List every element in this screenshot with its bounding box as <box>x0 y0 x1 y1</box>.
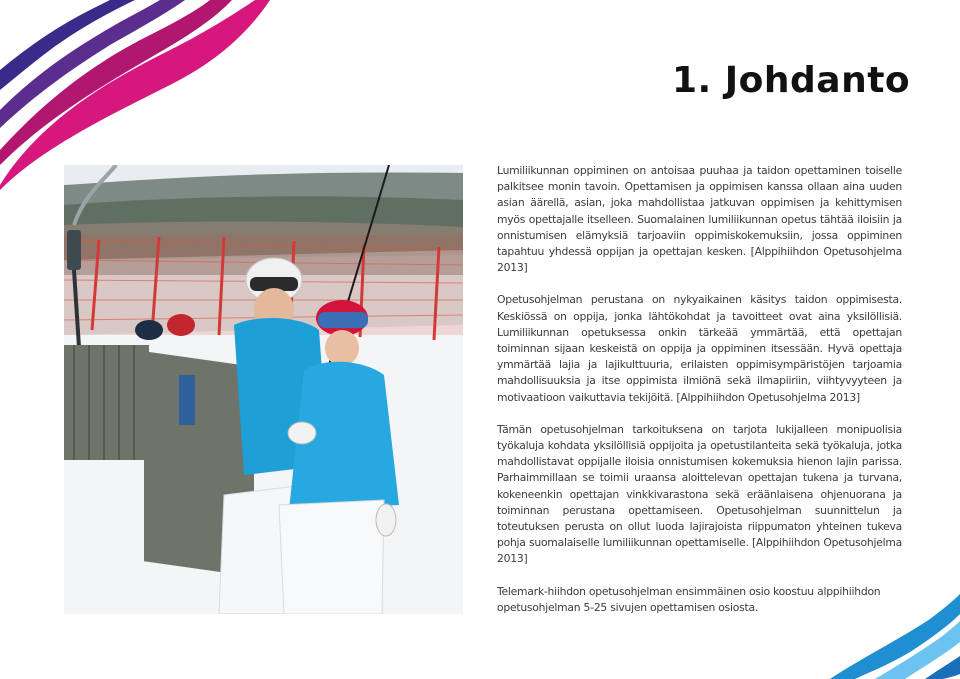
paragraph-4: Telemark-hiihdon opetusohjelman ensimmäinen osio koostuu alppihiihdon opetusohjelman 5-25 sivujen opettamisen osiosta. <box>497 584 881 614</box>
page-title: 1. Johdanto <box>672 60 911 101</box>
paragraph-1: Lumiliikunnan oppiminen on antoisaa puuhaa ja taidon opettaminen toiselle palkitsee monin tavoin. Opettamisen ja oppimisen kanssa ollaan aina uuden asian äärellä, asian, joka mahdollistaa jatkuvan oppimisen ja kehittymisen myös opettajalle itselleen. Suomalainen lumiliikunnan opetus tähtää iloisiin ja onnistumisen elämyksiä tarjoaviin oppimiskokemuksiin, jossa oppiminen tapahtuu yhdessä oppijan ja opettajan kesken. [Alppihiihdon Opetusohjelma 2013] <box>497 164 902 275</box>
ski-instructors-photo <box>64 165 463 614</box>
paragraph-2: Opetusohjelman perustana on nykyaikainen käsitys taidon oppimisesta. Keskiössä on oppija, jonka lähtökohdat ja tavoitteet ovat aina yksilöllisiä. Lumiliikunnan opetuksessa onkin tärkeää ymmärtää, että opettajan toiminnan sijaan keskeistä on oppija ja oppiminen itsessään. Hyvä opettaja ymmärtää lajia ja lajikulttuuria, erilaisten oppimisympäristöjen tarjoamia mahdollisuuksia ja itse oppimista ilmiönä sekä ilmapiiriin, viihtyvyyteen ja motivaatioon vaikuttavia tekijöitä. [Alppihiihdon Opetusohjelma 2013] <box>497 293 902 404</box>
paragraph-3: Tämän opetusohjelman tarkoituksena on tarjota lukijalleen monipuolisia työkaluja kohdata yksilöllisiä oppijoita ja opetustilanteita sekä työkaluja, jotka mahdollistavat oppijalle iloisia onnistumisen kokemuksia hienon lajin parissa. Parhaimmillaan se toimii uraansa aloittelevan opettajan tukena ja turvana, kokeneenkin opettajan vinkkivarastona sekä eräänlaisena ohjenuorana ja toiminnan perustana opettamiseen. Opetusohjelman suunnittelun ja toteutuksen perusta on ollut luoda lajirajoista riippumaton yhteinen tukeva pohja suomalaiselle lumiliikunnan opettamiselle. [Alppihiihdon Opetusohjelma 2013] <box>497 422 902 566</box>
intro-text <box>497 163 902 632</box>
decorative-swoosh-top-left <box>0 0 270 190</box>
